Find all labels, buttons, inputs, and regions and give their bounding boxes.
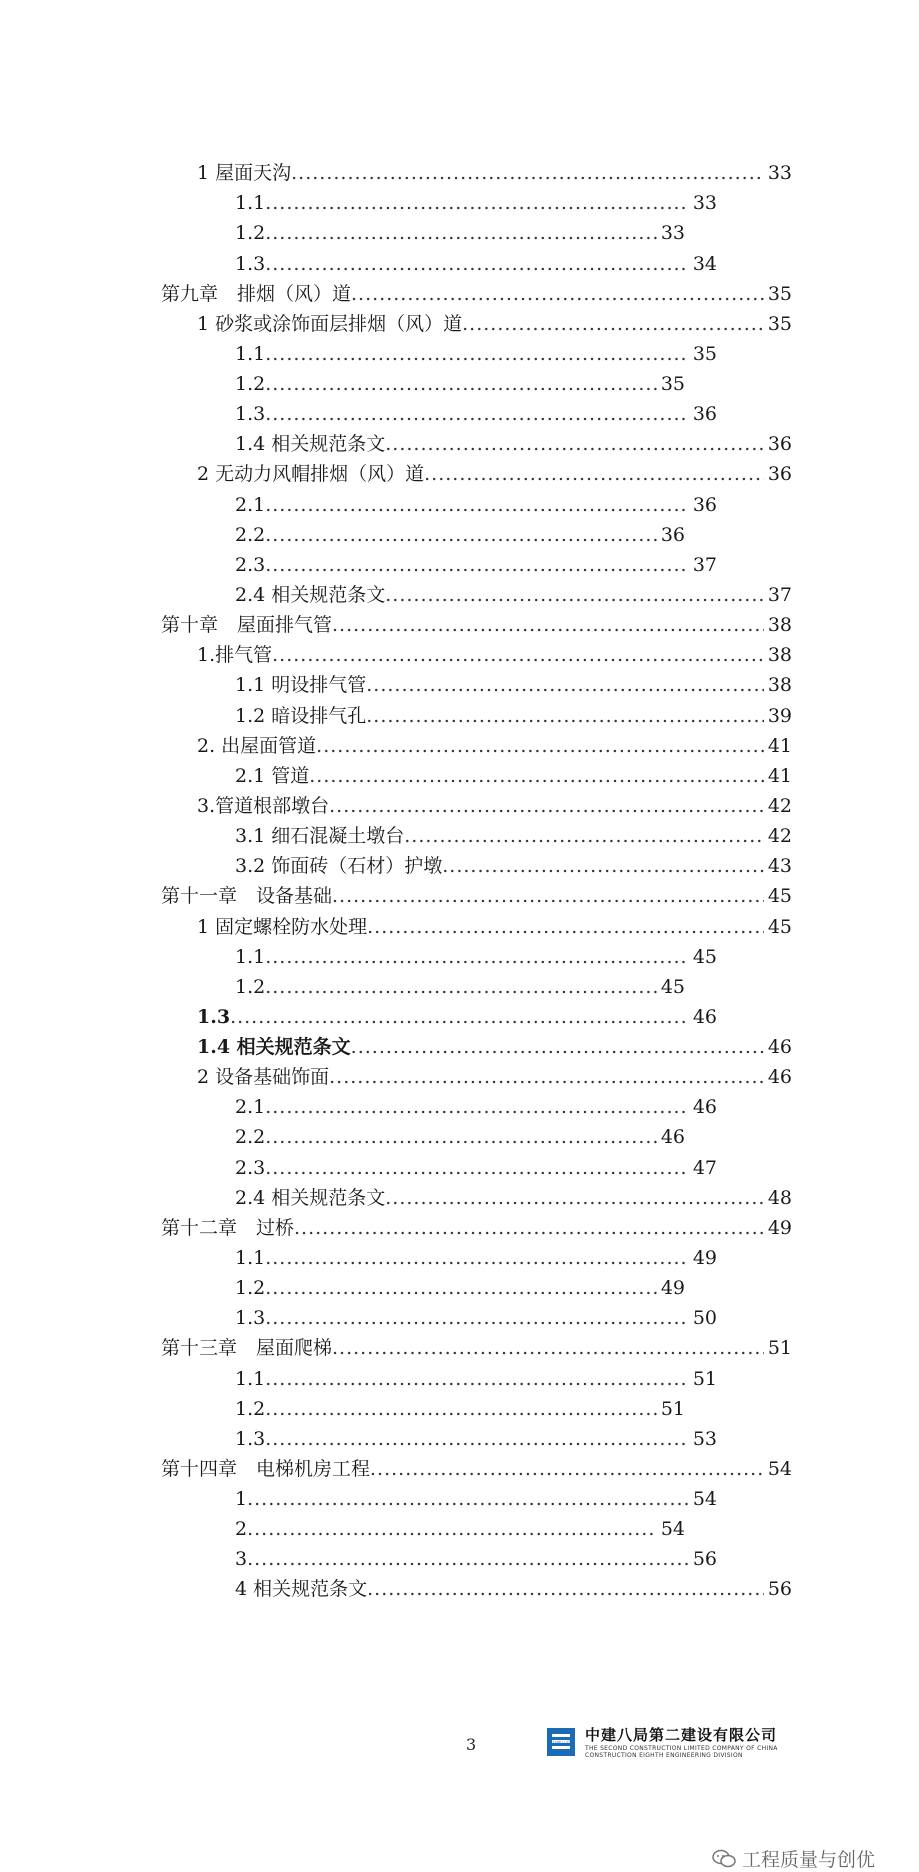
toc-label: 1.3: [235, 1428, 266, 1450]
toc-row[interactable]: [235, 1244, 717, 1272]
toc-label: 3.1 细石混凝土墩台: [235, 825, 405, 847]
toc-page: 47: [692, 1157, 717, 1179]
toc-label: 2.1: [235, 1096, 266, 1118]
toc-leader: [265, 370, 657, 398]
toc-label: 2.2: [235, 1126, 266, 1148]
toc-page: 51: [692, 1368, 717, 1390]
toc-page: 46: [767, 1036, 792, 1058]
toc-row[interactable]: [197, 1063, 792, 1091]
toc-row[interactable]: [161, 280, 792, 308]
toc-leader: [265, 1395, 657, 1423]
toc-leader: [291, 159, 764, 187]
toc-label: 1.1: [235, 343, 266, 365]
toc-label: 2.1 管道: [235, 765, 310, 787]
toc-leader: [265, 1304, 689, 1332]
toc-label: 2.3: [235, 554, 266, 576]
toc-page: 36: [692, 494, 717, 516]
toc-page: 38: [767, 644, 792, 666]
toc-page: 37: [767, 584, 792, 606]
toc-label: 1.2 暗设排气孔: [235, 705, 367, 727]
toc-page: 37: [692, 554, 717, 576]
toc-label: 1 固定螺栓防水处理: [197, 916, 368, 938]
toc-row[interactable]: [161, 611, 792, 639]
toc-leader: [332, 611, 764, 639]
toc-row[interactable]: [235, 400, 717, 428]
toc-label: 1.3: [235, 403, 266, 425]
toc-row[interactable]: [197, 792, 792, 820]
toc-page: 35: [767, 313, 792, 335]
watermark: [712, 1845, 875, 1872]
toc-page: 54: [767, 1458, 792, 1480]
company-name-english-line2: CONSTRUCTION EIGHTH ENGINEERING DIVISION: [585, 1752, 743, 1759]
toc-row[interactable]: [161, 1334, 792, 1362]
toc-label: 1.3: [197, 1006, 231, 1028]
toc-leader: [366, 671, 764, 699]
toc-leader: [367, 1575, 764, 1603]
toc-page: 46: [767, 1066, 792, 1088]
toc-page: 45: [692, 946, 717, 968]
toc-label: 4 相关规范条文: [235, 1578, 368, 1600]
toc-row[interactable]: [235, 1365, 717, 1393]
toc-row[interactable]: [161, 1214, 792, 1242]
toc-row[interactable]: [235, 822, 792, 850]
toc-row[interactable]: [235, 1123, 685, 1151]
toc-page: 49: [767, 1217, 792, 1239]
toc-label: 第十四章 电梯机房工程: [161, 1458, 371, 1480]
toc-page: 46: [692, 1006, 717, 1028]
toc-label: 3: [235, 1548, 248, 1570]
toc-row[interactable]: [197, 460, 792, 488]
toc-page: 54: [692, 1488, 717, 1510]
page-number: 3: [466, 1735, 477, 1754]
toc-leader: [265, 1123, 657, 1151]
toc-label: 1.1: [235, 192, 266, 214]
toc-leader: [247, 1515, 657, 1543]
toc-page: 33: [767, 162, 792, 184]
toc-label: 第九章 排烟（风）道: [161, 283, 352, 305]
toc-row[interactable]: [235, 250, 717, 278]
logo-text: 中建八局: [550, 1741, 572, 1747]
toc-leader: [265, 1365, 689, 1393]
company-name-english-line1: THE SECOND CONSTRUCTION LIMITED COMPANY OF CHINA: [585, 1745, 778, 1752]
toc-label: 1.排气管: [197, 644, 273, 666]
toc-row[interactable]: [161, 1455, 792, 1483]
toc-label: 2.2: [235, 524, 266, 546]
toc-leader: [329, 1063, 764, 1091]
toc-row[interactable]: [235, 1545, 717, 1573]
toc-label: 2.1: [235, 494, 266, 516]
toc-leader: [351, 1033, 764, 1061]
toc-leader: [265, 219, 657, 247]
toc-page: 36: [692, 403, 717, 425]
toc-page: 51: [767, 1337, 792, 1359]
toc-label: 第十三章 屋面爬梯: [161, 1337, 333, 1359]
toc-page: 48: [767, 1187, 792, 1209]
toc-row[interactable]: [235, 340, 717, 368]
toc-label: 2.4 相关规范条文: [235, 1187, 386, 1209]
toc-page: 42: [767, 795, 792, 817]
toc-row[interactable]: [235, 491, 717, 519]
toc-row[interactable]: [235, 762, 792, 790]
toc-leader: [404, 822, 764, 850]
toc-page: 39: [767, 705, 792, 727]
toc-page: 38: [767, 674, 792, 696]
toc-row[interactable]: [235, 1485, 717, 1513]
toc-page: 49: [692, 1247, 717, 1269]
toc-row[interactable]: [235, 973, 685, 1001]
toc-label: 1 砂浆或涂饰面层排烟（风）道: [197, 313, 463, 335]
toc-leader: [332, 1334, 764, 1362]
toc-leader: [385, 430, 764, 458]
toc-row[interactable]: [235, 1093, 717, 1121]
toc-leader: [366, 702, 764, 730]
toc-leader: [265, 340, 689, 368]
toc-label: 2.3: [235, 1157, 266, 1179]
toc-label: 2 设备基础饰面: [197, 1066, 330, 1088]
toc-leader: [442, 852, 764, 880]
toc-row[interactable]: [235, 1154, 717, 1182]
toc-page: 34: [692, 253, 717, 275]
toc-label: 第十一章 设备基础: [161, 885, 333, 907]
toc-row[interactable]: [235, 1184, 792, 1212]
toc-page: 42: [767, 825, 792, 847]
company-name-english: [585, 1745, 778, 1759]
toc-label: 3.管道根部墩台: [197, 795, 330, 817]
toc-label: 第十章 屋面排气管: [161, 614, 333, 636]
toc-row[interactable]: [235, 370, 685, 398]
toc-row[interactable]: [235, 1515, 685, 1543]
toc-leader: [385, 581, 764, 609]
toc-page: 56: [692, 1548, 717, 1570]
toc-row[interactable]: [235, 581, 792, 609]
toc-page: 49: [660, 1277, 685, 1299]
toc-leader: [351, 280, 764, 308]
toc-leader: [265, 551, 689, 579]
toc-row[interactable]: [197, 732, 792, 760]
toc-page: 35: [692, 343, 717, 365]
toc-leader: [247, 1545, 689, 1573]
toc-leader: [265, 1154, 689, 1182]
toc-label: 2 无动力风帽排烟（风）道: [197, 463, 425, 485]
toc-page: 36: [767, 463, 792, 485]
wechat-icon: [712, 1849, 736, 1869]
toc-page: 36: [660, 524, 685, 546]
toc-label: 1.3: [235, 1307, 266, 1329]
toc-leader: [462, 310, 764, 338]
toc-page: 38: [767, 614, 792, 636]
toc-label: 1.1: [235, 1368, 266, 1390]
toc-page: 46: [692, 1096, 717, 1118]
toc-row[interactable]: [197, 159, 792, 187]
toc-leader: [265, 1093, 689, 1121]
toc-leader: [247, 1485, 689, 1513]
toc-leader: [309, 762, 764, 790]
toc-row[interactable]: [235, 702, 792, 730]
toc-row[interactable]: [235, 551, 717, 579]
toc-row[interactable]: [235, 1425, 717, 1453]
toc-leader: [294, 1214, 764, 1242]
toc-row[interactable]: [235, 219, 685, 247]
company-logo: [547, 1728, 575, 1756]
toc-page: 45: [767, 885, 792, 907]
toc-page: 50: [692, 1307, 717, 1329]
toc-page: 45: [660, 976, 685, 998]
toc-label: 1.2: [235, 976, 266, 998]
toc-row[interactable]: [235, 1304, 717, 1332]
toc-leader: [230, 1003, 689, 1031]
toc-page: 45: [767, 916, 792, 938]
toc-leader: [424, 460, 764, 488]
toc-label: 1.3: [235, 253, 266, 275]
toc-label: 1 屋面天沟: [197, 162, 292, 184]
toc-page: 33: [692, 192, 717, 214]
toc-label: 1.1: [235, 946, 266, 968]
toc-row[interactable]: [235, 1395, 685, 1423]
toc-leader: [265, 973, 657, 1001]
toc-row[interactable]: [235, 189, 717, 217]
watermark-text: 工程质量与创优: [742, 1849, 876, 1871]
company-name: 中建八局第二建设有限公司: [585, 1726, 778, 1744]
toc-leader: [265, 250, 689, 278]
toc-label: 2. 出屋面管道: [197, 735, 317, 757]
toc-leader: [265, 1244, 689, 1272]
toc-leader: [265, 521, 657, 549]
toc-leader: [265, 400, 689, 428]
toc-label: 1.4 相关规范条文: [235, 433, 386, 455]
toc-label: 1.4 相关规范条文: [197, 1036, 351, 1058]
toc-label: 1.2: [235, 373, 266, 395]
toc-label: 1.2: [235, 222, 266, 244]
toc-page: 33: [660, 222, 685, 244]
toc-label: 第十二章 过桥: [161, 1217, 295, 1239]
toc-page: 51: [660, 1398, 685, 1420]
toc-label: 2.4 相关规范条文: [235, 584, 386, 606]
toc-label: 2: [235, 1518, 248, 1540]
toc-leader: [316, 732, 764, 760]
cscec-logo-icon: [550, 1731, 572, 1753]
toc-page: 53: [692, 1428, 717, 1450]
toc-row[interactable]: [161, 882, 792, 910]
toc-row[interactable]: [197, 310, 792, 338]
toc-row[interactable]: [235, 943, 717, 971]
toc-page: 36: [767, 433, 792, 455]
toc-leader: [272, 641, 764, 669]
toc-label: 1.1: [235, 1247, 266, 1269]
toc-leader: [367, 913, 764, 941]
toc-page: 54: [660, 1518, 685, 1540]
toc-leader: [265, 1425, 689, 1453]
toc-leader: [329, 792, 764, 820]
toc-page: 35: [660, 373, 685, 395]
toc-row[interactable]: [197, 913, 792, 941]
toc-leader: [265, 491, 689, 519]
toc-label: 1.1 明设排气管: [235, 674, 367, 696]
toc-row[interactable]: [197, 1033, 792, 1061]
toc-page: 41: [767, 735, 792, 757]
toc-page: 56: [767, 1578, 792, 1600]
toc-label: 3.2 饰面砖（石材）护墩: [235, 855, 443, 877]
toc-row[interactable]: [235, 430, 792, 458]
toc-page: 35: [767, 283, 792, 305]
toc-page: 46: [660, 1126, 685, 1148]
toc-row[interactable]: [235, 1575, 792, 1603]
toc-row[interactable]: [235, 671, 792, 699]
toc-leader: [265, 1274, 657, 1302]
toc-page: 43: [767, 855, 792, 877]
toc-leader: [370, 1455, 764, 1483]
toc-row[interactable]: [235, 1274, 685, 1302]
toc-leader: [332, 882, 764, 910]
toc-label: 1.2: [235, 1398, 266, 1420]
toc-leader: [265, 943, 689, 971]
toc-row[interactable]: [197, 641, 792, 669]
toc-row[interactable]: [235, 852, 792, 880]
toc-row[interactable]: [235, 521, 685, 549]
toc-label: 1.2: [235, 1277, 266, 1299]
toc-leader: [385, 1184, 764, 1212]
toc-page: 41: [767, 765, 792, 787]
toc-label: 1: [235, 1488, 248, 1510]
toc-leader: [265, 189, 689, 217]
toc-row[interactable]: [197, 1003, 717, 1031]
